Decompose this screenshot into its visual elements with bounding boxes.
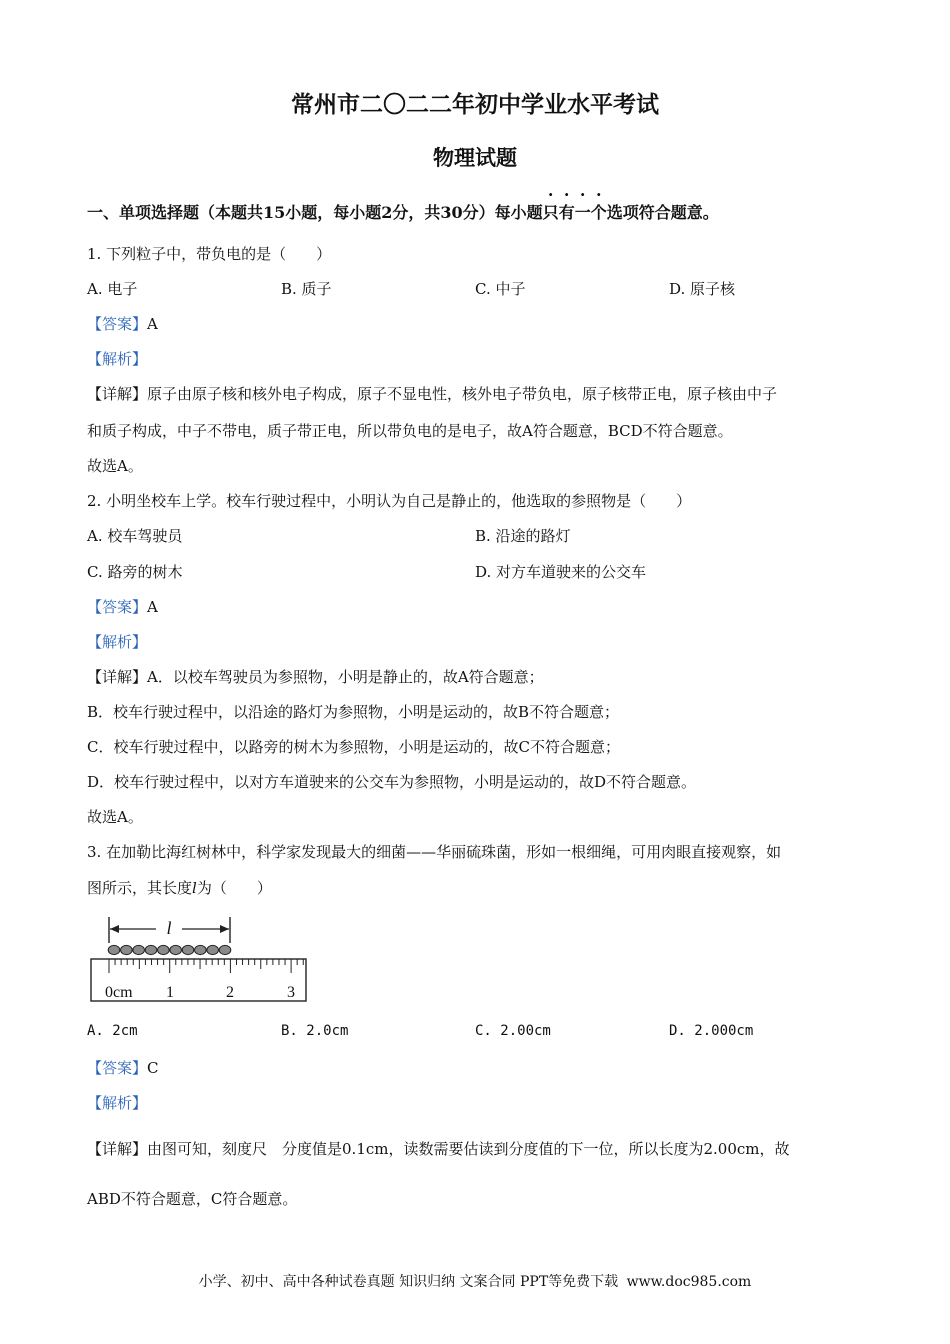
bacterium-bead (133, 945, 145, 954)
bacterium-bead (219, 945, 231, 954)
emph-char: 个 (590, 203, 607, 222)
ruler-label-0: 0cm (105, 984, 133, 1001)
q3-option-a: A. 2cm (87, 1023, 138, 1039)
q3-option-c: C. 2.00cm (475, 1023, 551, 1039)
q3-stem-line-2 (87, 877, 272, 898)
emph-char: 只 (542, 203, 559, 222)
q2-option-a: A. 校车驾驶员 (87, 527, 183, 545)
bacterium-bead (158, 945, 170, 954)
bacterium-bead (170, 945, 182, 954)
exam-subtitle: 物理试题 (433, 145, 517, 170)
q1-detail-line-1 (87, 383, 777, 404)
detail-text: 原子由原子核和核外电子构成，原子不显电性，核外电子带负电，原子核带正电，原子核由中子 (147, 385, 778, 403)
q1-stem: 1. 下列粒子中，带负电的是（ ） (87, 245, 332, 263)
detail-tag: 【详解】 (87, 1140, 148, 1158)
analysis-tag: 【解析】 (87, 1094, 148, 1112)
stem-text: 为（ ） (196, 879, 272, 897)
section-prefix: 一、单项选择题（本题共15小题，每小题2分，共30分）每小题 (87, 203, 543, 222)
answer-value: A (147, 598, 158, 616)
footer-url: www.doc985.com (626, 1274, 752, 1290)
analysis-tag: 【解析】 (87, 350, 148, 368)
q2-option-d: D. 对方车道驶来的公交车 (475, 563, 647, 581)
q3-option-d: D. 2.000cm (669, 1023, 754, 1039)
q3-detail-line-2: ABD不符合题意，C符合题意。 (87, 1190, 298, 1208)
emph-char: 有 (558, 203, 575, 222)
bacterium-bead (108, 945, 120, 954)
detail-text: 由图可知，刻度尺 分度值是0.1cm，读数需要估读到分度值的下一位，所以长度为2.00cm，故 (147, 1140, 790, 1158)
q2-choose: 故选A。 (87, 808, 143, 826)
answer-value: A (147, 315, 158, 333)
ruler-label-1: 1 (166, 984, 174, 1001)
detail-text: A．以校车驾驶员为参照物，小明是静止的，故A符合题意； (147, 668, 544, 686)
q3-detail-line-1 (87, 1138, 790, 1159)
ruler-figure (88, 913, 310, 1005)
detail-tag: 【详解】 (87, 385, 148, 403)
q2-detail-a (87, 666, 544, 687)
q3-answer (87, 1057, 159, 1078)
q1-analysis-tag (87, 348, 147, 369)
length-variable: l (192, 879, 197, 897)
section-suffix: 选项符合题意。 (606, 203, 719, 222)
bacterium-bead (207, 945, 219, 954)
q2-answer (87, 596, 158, 617)
q2-analysis-tag (87, 631, 147, 652)
q2-stem: 2. 小明坐校车上学。校车行驶过程中，小明认为自己是静止的，他选取的参照物是（ ） (87, 492, 692, 510)
bacterium-bead (195, 945, 207, 954)
q2-detail-b: B．校车行驶过程中，以沿途的路灯为参照物，小明是运动的，故B不符合题意； (87, 703, 620, 721)
bacterium-bead (121, 945, 133, 954)
analysis-tag: 【解析】 (87, 633, 148, 651)
q1-detail-line-2: 和质子构成，中子不带电，质子带正电，所以带负电的是电子，故A符合题意，BCD不符合题意。 (87, 422, 733, 440)
emph-char: 一 (574, 203, 591, 222)
q3-analysis-tag (87, 1092, 147, 1113)
dimension-label: l (166, 918, 172, 938)
bacterium-chain (108, 945, 231, 954)
detail-tag: 【详解】 (87, 668, 148, 686)
q1-option-c: C. 中子 (475, 280, 526, 298)
footer-text: 小学、初中、高中各种试卷真题 知识归纳 文案合同 PPT等免费下载 (198, 1274, 619, 1290)
q1-option-b: B. 质子 (281, 280, 332, 298)
arrow-left-icon (110, 925, 119, 933)
bacterium-bead (145, 945, 157, 954)
q3-option-b: B. 2.0cm (281, 1023, 349, 1039)
q2-detail-c: C．校车行驶过程中，以路旁的树木为参照物，小明是运动的，故C不符合题意； (87, 738, 620, 756)
arrow-right-icon (220, 925, 229, 933)
section-heading (87, 200, 719, 223)
q1-choose: 故选A。 (87, 457, 143, 475)
page-footer (0, 1271, 950, 1291)
ruler-label-3: 3 (287, 984, 295, 1001)
bacterium-bead (182, 945, 194, 954)
q3-stem-line-1: 3. 在加勒比海红树林中，科学家发现最大的细菌——华丽硫珠菌，形如一根细绳，可用肉眼直接观察，如 (87, 843, 782, 861)
exam-title: 常州市二〇二二年初中学业水平考试 (291, 91, 659, 118)
q2-detail-d: D．校车行驶过程中，以对方车道驶来的公交车为参照物，小明是运动的，故D不符合题意。 (87, 773, 697, 791)
answer-value: C (147, 1059, 159, 1077)
q1-answer (87, 313, 158, 334)
q2-option-c: C. 路旁的树木 (87, 563, 183, 581)
answer-tag: 【答案】 (87, 315, 148, 333)
q1-option-a: A. 电子 (87, 280, 138, 298)
ruler-label-2: 2 (226, 984, 234, 1001)
answer-tag: 【答案】 (87, 598, 148, 616)
answer-tag: 【答案】 (87, 1059, 148, 1077)
q2-option-b: B. 沿途的路灯 (475, 527, 571, 545)
stem-text: 图所示，其长度 (87, 879, 193, 897)
q1-option-d: D. 原子核 (669, 280, 736, 298)
